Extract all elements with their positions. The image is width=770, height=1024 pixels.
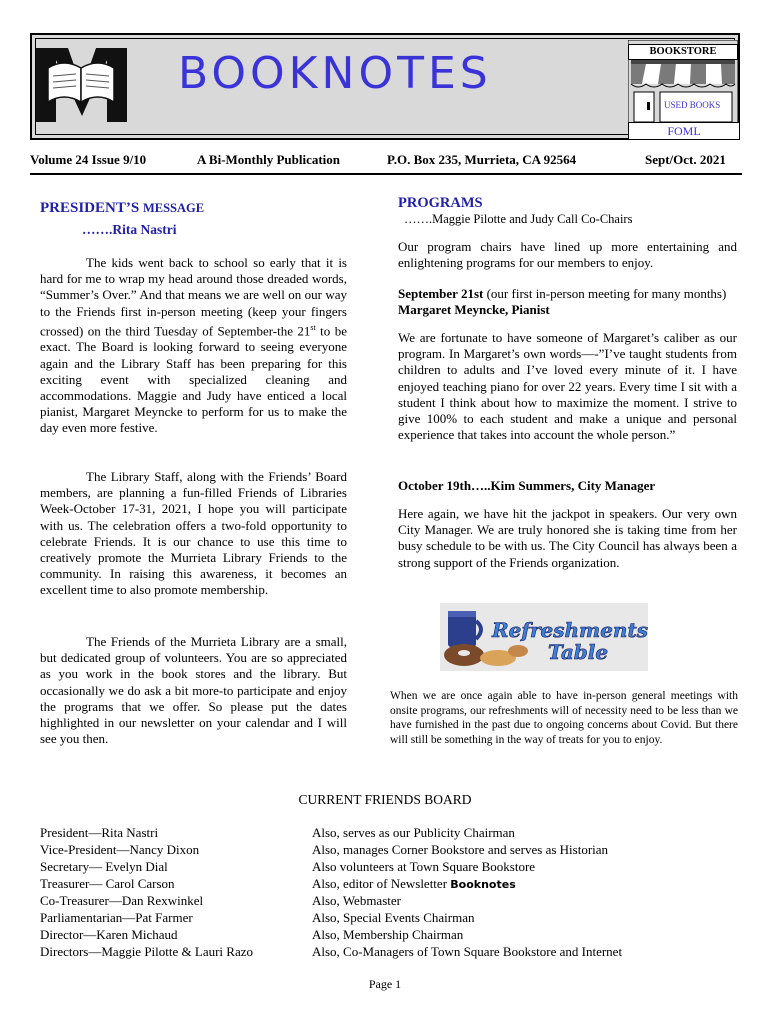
october-program-heading: October 19th…..Kim Summers, City Manager bbox=[398, 478, 656, 493]
president-paragraph-3: The Friends of the Murrieta Library are a small, but dedicated group of volunteers. You are so appreciated as you work in the book stores and the library. But occasionally we do ask a bit more-to participate and enjoy the programs that we offer. So please put the dates highlighted in our newsletter on your calendar and I will see you then. bbox=[40, 634, 347, 747]
programs-chairs: …….Maggie Pilotte and Judy Call Co-Chairs bbox=[404, 212, 633, 226]
used-books-label: USED BOOKS bbox=[664, 100, 721, 110]
board-role: Treasurer— Carol Carson bbox=[40, 876, 175, 891]
board-duty: Also, Membership Chairman bbox=[312, 927, 464, 942]
header-divider bbox=[30, 173, 742, 175]
board-duty: Also, editor of Newsletter Booknotes bbox=[312, 876, 516, 891]
board-role: Director—Karen Michaud bbox=[40, 927, 178, 942]
page-number: Page 1 bbox=[368, 977, 402, 991]
board-duty: Also, manages Corner Bookstore and serves as Historian bbox=[312, 842, 609, 857]
president-paragraph-1: The kids went back to school so early that it is hard for me to wrap my head around those dreaded words, “Summer’s Over.” And that means we are well on our way to the Friends first in-person meeting (keep your fingers crossed) on the third Tuesday of September-the 21st to be exact. The Board is looking forward to seeing everyone again and the Library Staff has been preparing for this exciting event with specialized cleaning and accommodations. Maggie and Judy have enticed a local pianist, Margaret Meyncke to perform for us to make the day even more festive. bbox=[40, 255, 347, 436]
board-duty: Also volunteers at Town Square Bookstore bbox=[312, 859, 536, 874]
president-paragraph-2: The Library Staff, along with the Friends’ Board members, are planning a fun-filled Friends of Libraries Week-October 17-31, 2021, I hope you will participate with us. The celebration offers a two-fold opportunity to celebrate Friends. It is our chance to use this time to creatively promote the Murrieta Library Friends to the community. In raising this awareness, it becomes an excellent time to also promote membership. bbox=[40, 469, 347, 598]
programs-heading: PROGRAMS bbox=[398, 195, 483, 211]
board-duty: Also, Webmaster bbox=[312, 893, 401, 908]
board-title: CURRENT FRIENDS BOARD bbox=[298, 792, 472, 807]
refreshments-note: When we are once again able to have in-person general meetings with onsite programs, our refreshments will of necessity need to be less than we have furnished in the past due to ongoing concerns about Covid. But there will still be something in the way of treats for you to enjoy. bbox=[390, 690, 738, 746]
board-role: Secretary— Evelyn Dial bbox=[40, 859, 168, 874]
board-duty: Also, Co-Managers of Town Square Bookstore and Internet bbox=[312, 944, 623, 959]
volume-issue: Volume 24 Issue 9/10 bbox=[30, 152, 147, 167]
refreshments-label-line-2: Table bbox=[547, 640, 609, 664]
board-role: Directors—Maggie Pilotte & Lauri Razo bbox=[40, 944, 254, 959]
president-author: …….Rita Nastri bbox=[82, 222, 177, 237]
board-role: Parliamentarian—Pat Farmer bbox=[40, 910, 193, 925]
programs-intro: Our program chairs have lined up more entertaining and enlightening programs for our members to enjoy. bbox=[398, 239, 737, 271]
board-role: Co-Treasurer—Dan Rexwinkel bbox=[40, 893, 204, 908]
refreshments-label-line-1: Refreshments bbox=[492, 618, 648, 642]
board-role: Vice-President—Nancy Dixon bbox=[40, 842, 200, 857]
presidents-message-heading: PRESIDENT’S MESSAGE bbox=[40, 200, 205, 216]
september-program: September 21st (our first in-person meeting for many months) Margaret Meyncke, Pianist bbox=[398, 286, 727, 318]
october-program-description: Here again, we have hit the jackpot in speakers. Our very own City Manager. We are truly honored she is taking time from her busy schedule to be with us. The City Council has always been a strong support of the Friends organization. bbox=[398, 506, 737, 570]
book-m-logo-icon bbox=[34, 44, 129, 126]
board-role: President—Rita Nastri bbox=[40, 825, 159, 840]
mailing-address: P.O. Box 235, Murrieta, CA 92564 bbox=[387, 152, 577, 167]
issue-date: Sept/Oct. 2021 bbox=[645, 152, 726, 167]
refreshments-table-image bbox=[440, 603, 648, 671]
september-program-description: We are fortunate to have someone of Margaret’s caliber as our program. In Margaret’s own words—-”I’ve taught students from children to adults and I’ve loved every minute of it. I have enjoyed teaching piano for over 22 years. Every time I sit with a student I think about how to maximize the moment. I strive to give 100% to each student and make a unique and personal experience that takes into account the whole person.” bbox=[398, 330, 737, 443]
board-duty: Also, serves as our Publicity Chairman bbox=[312, 825, 515, 840]
foml-label: FOML bbox=[628, 122, 740, 140]
publication-frequency: A Bi-Monthly Publication bbox=[197, 152, 341, 167]
newsletter-name: Booknotes bbox=[450, 878, 516, 891]
board-duty: Also, Special Events Chairman bbox=[312, 910, 475, 925]
newsletter-title: BOOKNOTES bbox=[178, 48, 492, 99]
bookstore-sign: BOOKSTORE bbox=[628, 44, 738, 60]
